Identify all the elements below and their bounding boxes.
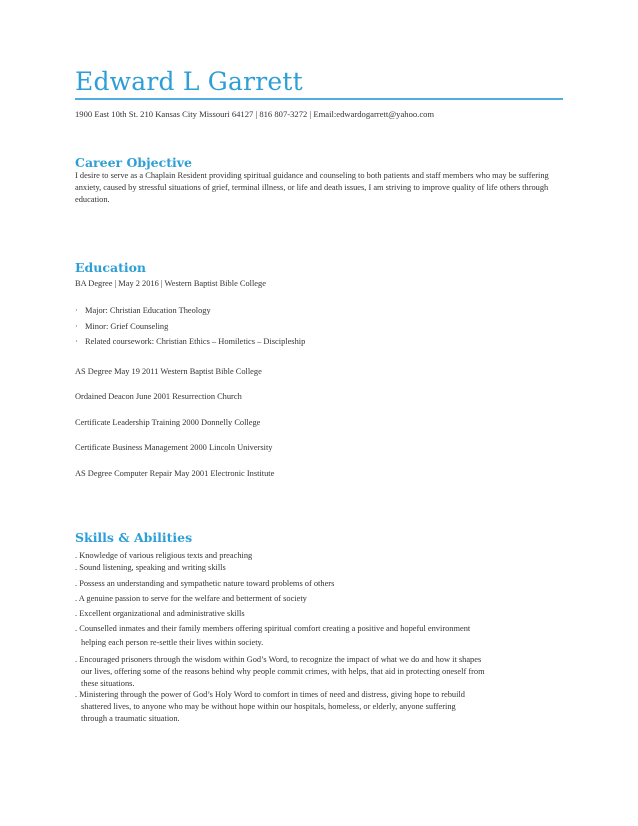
skill-item: . A genuine passion to serve for the welfare and betterment of society [75, 594, 307, 603]
skill-item: . Sound listening, speaking and writing skills [75, 563, 226, 572]
education-entry: AS Degree May 19 2011 Western Baptist Bible College [75, 367, 262, 376]
contact-line: 1900 East 10th St. 210 Kansas City Missouri 64127 | 816 807-3272 | Email:edwardogarrett@yahoo.com [75, 109, 435, 119]
skill-item: . Ministering through the power of God’s Holy Word to comfort in times of need and distress, giving hope to rebuild [75, 690, 465, 699]
bullet-marker: · [75, 322, 78, 331]
education-entry: Ordained Deacon June 2001 Resurrection Church [75, 392, 242, 401]
skills-heading: Skills & Abilities [75, 530, 193, 545]
skill-item: . Excellent organizational and administrative skills [75, 609, 245, 618]
education-bullet-major: · Major: Christian Education Theology [75, 306, 211, 315]
resume-name: Edward L Garrett [75, 67, 303, 96]
education-heading: Education [75, 260, 147, 275]
bullet-marker: · [75, 337, 78, 346]
header-divider [75, 98, 563, 100]
skill-item: . Possess an understanding and sympathetic nature toward problems of others [75, 579, 335, 588]
career-objective-text: I desire to serve as a Chaplain Resident providing spiritual guidance and counseling to both patients and staff members who may be suffering anxiety, caused by stressful situations of grief, terminal illness, or life and death issues, I am striving to improve quality of life others through education. [75, 171, 549, 204]
education-entry: Certificate Leadership Training 2000 Donnelly College [75, 418, 261, 427]
education-entry: AS Degree Computer Repair May 2001 Electronic Institute [75, 469, 275, 478]
skill-item-continuation: our lives, offering some of the reasons behind why people commit crimes, with helps, that aid in protecting oneself from [81, 667, 485, 676]
skill-item: . Counselled inmates and their family members offering spiritual comfort creating a positive and hopeful environment [75, 624, 471, 633]
education-entry: Certificate Business Management 2000 Lincoln University [75, 443, 273, 452]
bullet-marker: · [75, 306, 78, 315]
skill-item-continuation: through a traumatic situation. [81, 714, 180, 723]
education-bullet-coursework: · Related coursework: Christian Ethics – Homiletics – Discipleship [75, 337, 306, 346]
education-degree-ba: BA Degree | May 2 2016 | Western Baptist Bible College [75, 279, 266, 288]
skill-item: . Encouraged prisoners through the wisdom within God’s Word, to recognize the impact of what we do and how it shapes [75, 655, 482, 664]
education-bullet-minor: · Minor: Grief Counseling [75, 322, 169, 331]
career-objective-heading: Career Objective [75, 155, 192, 170]
skill-item-continuation: shattered lives, to anyone who may be without hope within our hospitals, homeless, or elderly, anyone suffering [81, 702, 456, 711]
skill-item-continuation: helping each person re-settle their lives within society. [81, 638, 264, 647]
skill-item-continuation: these situations. [81, 679, 135, 688]
skill-item: . Knowledge of various religious texts and preaching [75, 551, 253, 560]
